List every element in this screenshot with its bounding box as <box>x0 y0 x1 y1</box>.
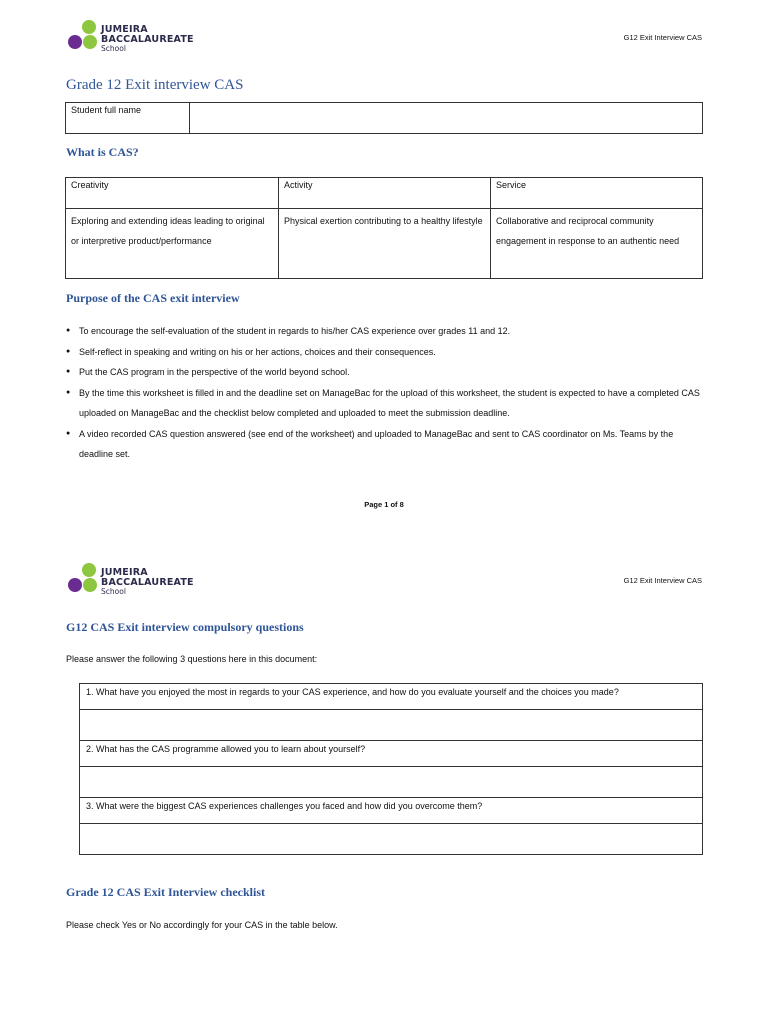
checklist-instructions: Please check Yes or No accordingly for your CAS in the table below. <box>66 920 338 930</box>
answer-2-field[interactable] <box>80 767 703 798</box>
student-name-label: Student full name <box>66 103 190 134</box>
what-is-cas-heading: What is CAS? <box>66 145 139 159</box>
logo-text-line3: School <box>101 587 126 596</box>
cas-header-activity: Activity <box>279 178 491 209</box>
purpose-bullet: ● By the time this worksheet is filled in and the deadline set on ManageBac for the upload of this worksheet, the student is expected to have a completed CAS uploaded on ManageBac and the checklist below completed and uploaded to meet the submission deadline. <box>66 383 706 424</box>
answer-1-field[interactable] <box>80 710 703 741</box>
question-3: 3. What were the biggest CAS experiences challenges you faced and how did you overcome them? <box>80 798 703 824</box>
logo-circle-green-top <box>82 20 96 34</box>
purpose-bullet: ● Self-reflect in speaking and writing on his or her actions, choices and their consequences. <box>66 342 706 363</box>
logo-circle-green-top <box>82 563 96 577</box>
answer-3-field[interactable] <box>80 824 703 855</box>
cas-definition-table <box>65 177 703 279</box>
logo-circle-green-bottom <box>83 35 97 49</box>
school-logo <box>66 20 216 56</box>
logo-text-line1: JUMEIRA <box>101 24 148 35</box>
purpose-bullet: ● To encourage the self-evaluation of the student in regards to his/her CAS experience over grades 11 and 12. <box>66 321 706 342</box>
cas-header-service: Service <box>491 178 703 209</box>
logo-circle-green-bottom <box>83 578 97 592</box>
cas-desc-activity: Physical exertion contributing to a healthy lifestyle <box>279 209 491 279</box>
header-doc-code: G12 Exit Interview CAS <box>623 576 702 585</box>
cas-desc-service: Collaborative and reciprocal community engagement in response to an authentic need <box>491 209 703 279</box>
question-2: 2. What has the CAS programme allowed you to learn about yourself? <box>80 741 703 767</box>
logo-text-line1: JUMEIRA <box>101 567 148 578</box>
cas-desc-creativity: Exploring and extending ideas leading to original or interpretive product/performance <box>66 209 279 279</box>
logo-circle-purple <box>68 35 82 49</box>
checklist-heading: Grade 12 CAS Exit Interview checklist <box>66 885 265 899</box>
student-name-table <box>65 102 703 134</box>
logo-text-line3: School <box>101 44 126 53</box>
logo-text-line2: BACCALAUREATE <box>101 34 194 45</box>
header-doc-code: G12 Exit Interview CAS <box>623 33 702 42</box>
questions-table <box>79 683 703 855</box>
purpose-bullet: ● A video recorded CAS question answered (see end of the worksheet) and uploaded to ManageBac and sent to CAS coordinator on Ms. Teams by the deadline set. <box>66 424 706 465</box>
cas-header-creativity: Creativity <box>66 178 279 209</box>
question-1: 1. What have you enjoyed the most in regards to your CAS experience, and how do you evaluate yourself and the choices you made? <box>80 684 703 710</box>
page-footer: Page 1 of 8 <box>364 500 404 509</box>
purpose-heading: Purpose of the CAS exit interview <box>66 291 240 305</box>
page-title: Grade 12 Exit interview CAS <box>66 77 244 93</box>
logo-circle-purple <box>68 578 82 592</box>
questions-heading: G12 CAS Exit interview compulsory questions <box>66 620 304 634</box>
school-logo <box>66 563 216 599</box>
questions-instructions: Please answer the following 3 questions here in this document: <box>66 654 318 664</box>
student-name-field[interactable] <box>190 103 703 134</box>
purpose-bullet: ● Put the CAS program in the perspective of the world beyond school. <box>66 362 706 383</box>
purpose-bullet-list <box>66 321 706 465</box>
logo-text-line2: BACCALAUREATE <box>101 577 194 588</box>
